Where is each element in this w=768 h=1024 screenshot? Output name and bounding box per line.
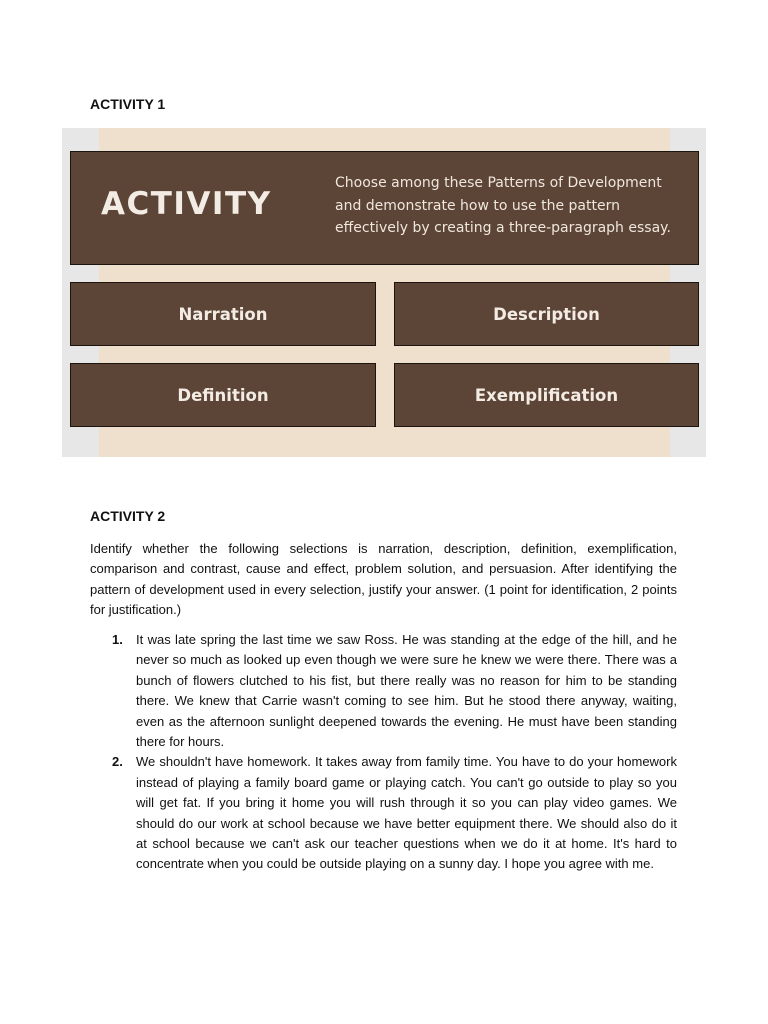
activity-2-heading: ACTIVITY 2 xyxy=(90,508,166,524)
banner-title-box xyxy=(70,151,699,265)
banner-title: ACTIVITY xyxy=(101,186,272,222)
activity-banner-image xyxy=(62,128,706,457)
list-item xyxy=(90,752,677,874)
pattern-exemplification: Exemplification xyxy=(394,363,699,427)
item-text: It was late spring the last time we saw Ross. He was standing at the edge of the hill, and he never so much as looked up even though we were sure he knew we were there. There was a bunch of flowers clutched to his fist, but there really was no reason for him to be standing there. We knew that Carrie wasn't coming to see him. But he stood there anyway, waiting, even as the afternoon sunlight deepened towards the evening. He must have been standing there for hours. xyxy=(136,632,677,750)
pattern-narration: Narration xyxy=(70,282,376,346)
item-text: We shouldn't have homework. It takes away from family time. You have to do your homework instead of playing a family board game or playing catch. You can't go outside to play so you will get fat. If you bring it home you will rush through it so you can play video games. We should do our work at school because we have better equipment there. We should also do it at school because we can't ask our teacher questions when we do it at home. It's hard to concentrate when you could be outside playing on a sunny day. I hope you agree with me. xyxy=(136,754,677,872)
activity-2-instructions: Identify whether the following selections is narration, description, definition, exemplification, comparison and contrast, cause and effect, problem solution, and persuasion. After identifying the pattern of development used in every selection, justify your answer. (1 point for identification, 2 points for justification.) xyxy=(90,541,677,617)
pattern-definition: Definition xyxy=(70,363,376,427)
selection-list xyxy=(90,630,677,875)
item-number: 2. xyxy=(112,754,123,770)
banner-instruction: Choose among these Patterns of Development and demonstrate how to use the pattern effectively by creating a three-paragraph essay. xyxy=(335,175,671,236)
item-number: 1. xyxy=(112,632,123,647)
list-item xyxy=(90,630,677,752)
pattern-description: Description xyxy=(394,282,699,346)
activity-1-heading: ACTIVITY 1 xyxy=(90,96,166,112)
